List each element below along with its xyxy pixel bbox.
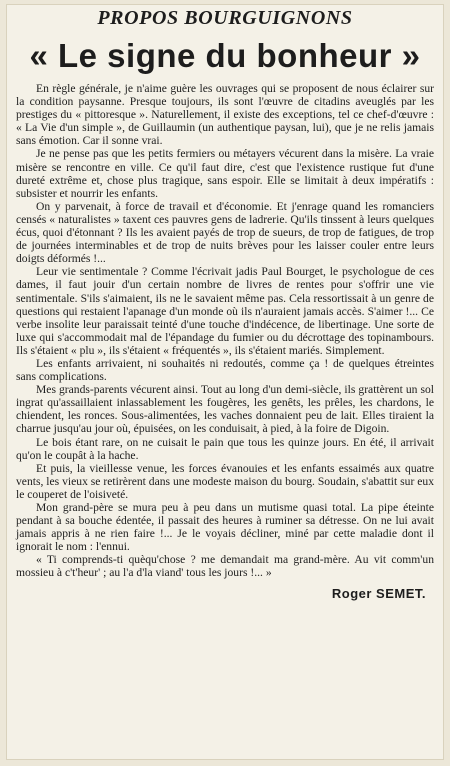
paragraph: Et puis, la vieillesse venue, les forces évanouies et les enfants essaimés aux quatre vents, les vieux se retirèrent dans une modeste maison du bourg. Soudain, s'abattit sur eux le couperet de l'oisiveté. [16, 461, 434, 501]
paragraph: Le bois étant rare, on ne cuisait le pain que tous les quinze jours. En été, il arrivait qu'on le coupât à la hache. [16, 435, 434, 462]
column-rubric: PROPOS BOURGUIGNONS [97, 7, 353, 29]
paragraph: En règle générale, je n'aime guère les ouvrages qui se proposent de nous éclairer sur la condition paysanne. Presque toujours, ils sont l'œuvre de citadins aveuglés par les prestiges du « pittoresque ». Naturellement, il existe des exceptions, tel ce chef-d'œuvre : « La Vie d'un simple », de Guillaumin (un authentique paysan, lui), que je ne relis jamais sans émotion. Car il sonne vrai. [16, 82, 434, 148]
author-signature: Roger SEMET. [331, 585, 426, 601]
paragraph: Mon grand-père se mura peu à peu dans un mutisme quasi total. La pipe éteinte pendant à sa bouche édentée, il passait des heures à ruminer sa détresse. On ne lui avait jamais appris à ne rien faire !... Je le voyais décliner, miné par cette maladie dont il ignorait le nom : l'ennui. [16, 501, 434, 554]
paragraph: Les enfants arrivaient, ni souhaités ni redoutés, comme ça ! de quelques étreintes sans complications. [16, 356, 434, 384]
article-body [6, 82, 444, 580]
paragraph: Leur vie sentimentale ? Comme l'écrivait jadis Paul Bourget, le psychologue de ces dames, il faut jouir d'un certain nombre de livres de rentes pour s'offrir une vie sentimentale. S'ils s'aimaient, ils ne le savaient même pas. Cela ressortissait à un genre de questions qui restaient l'apanage d'un monde où ils n'auraient jamais accès. S'aimer !... Ce verbe insolite leur paraissait teinté d'une touche d'indécence, de libertinage. Une sorte de luxe qui s'accommodait mal de l'épandage du fumier ou du décrottage des topinambours. Ils s'étaient « plu », ils s'étaient « fréquentés », ils s'étaient mariés. Simplement. [16, 265, 434, 357]
paragraph: Mes grands-parents vécurent ainsi. Tout au long d'un demi-siècle, ils grattèrent un sol ingrat qu'assaillaient inlassablement les fougères, les genêts, les prêles, les chardons, le chiendent, les ronces. Sous-alimentées, les vaches donnaient peu de lait. Elles tiraient la charrue jusqu'au jour où, épuisées, on les conduisait, à pied, à la foire de Digoin. [16, 383, 434, 436]
paragraph: « Ti comprends-ti quèqu'chose ? me demandait ma grand-mère. Au vit comm'un mossieu à c't'heur' ; au l'a d'la viand' tous les jours !... » [16, 553, 434, 580]
paragraph: Je ne pense pas que les petits fermiers ou métayers vécurent dans la misère. La vraie misère se rencontre en ville. Ce qu'il faut dire, c'est que l'existence rustique fut d'une dureté extrême et, chose plus tragique, sans espoir. Elle se limitait à deux impératifs : subsister et nourrir les enfants. [16, 147, 434, 200]
article-title: « Le signe du bonheur » [29, 37, 421, 74]
paragraph: On y parvenait, à force de travail et d'économie. Et j'enrage quand les romanciers censés « naturalistes » taxent ces pauvres gens de ladrerie. Qu'ils tinssent à leurs quelques écus, quoi d'étonnant ? Ils les avaient payés de trop de sueurs, de trop de fatigues, de trop de journées interminables et de trop de nuits brèves pour les laisser couler entre leurs doigts déformés !... [16, 199, 434, 266]
newspaper-clipping [6, 4, 444, 760]
